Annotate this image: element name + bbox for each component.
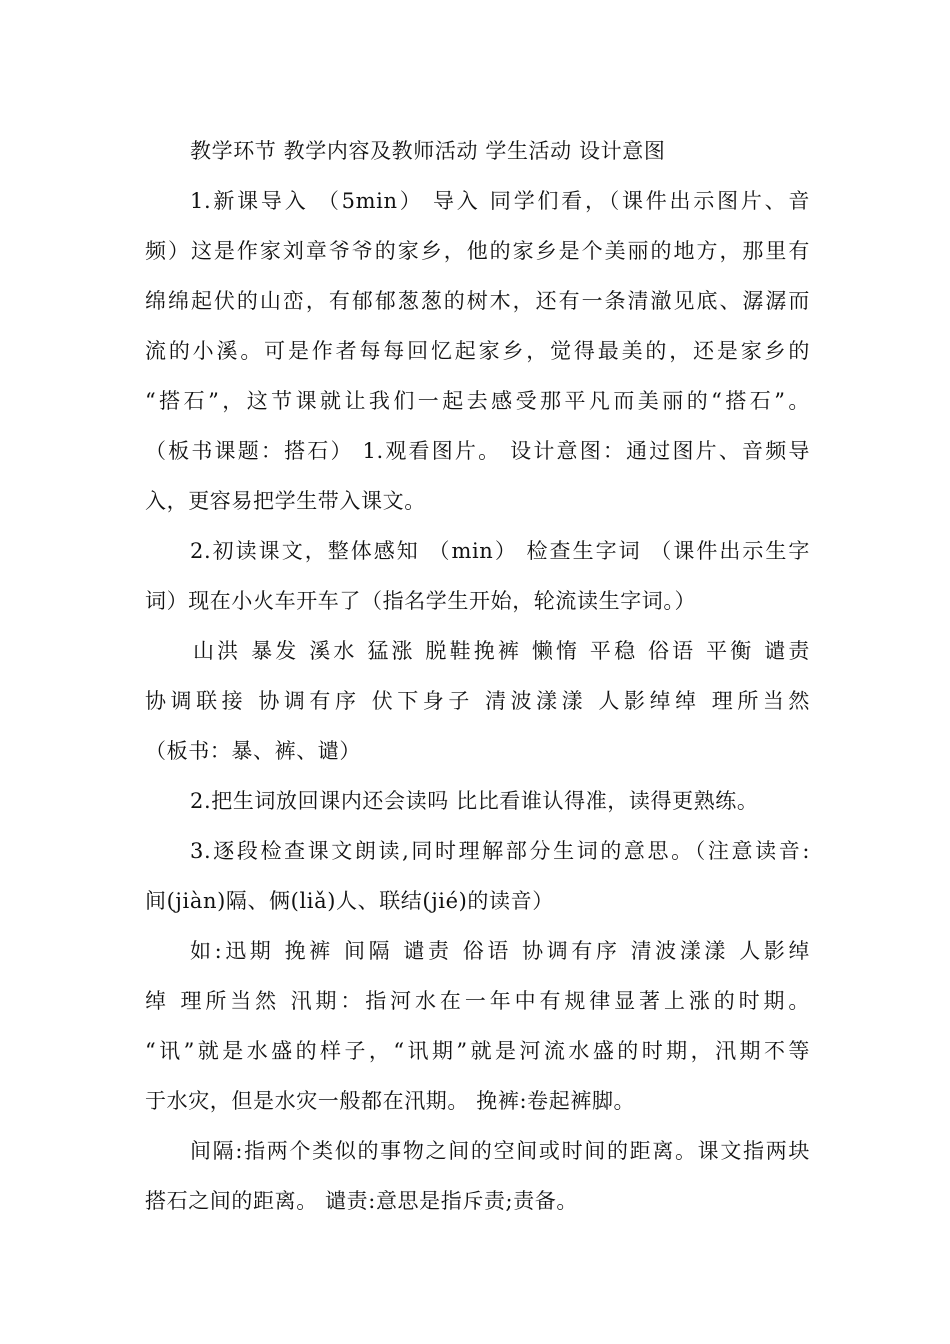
paragraph-line: 搭石之间的距离。 谴责:意思是指斥责;责备。 xyxy=(145,1189,579,1213)
paragraph-line: 流的小溪。可是作者每每回忆起家乡，觉得最美的，还是家乡的 xyxy=(145,339,810,363)
paragraph-line: 绰 理所当然 汛期：指河水在一年中有规律显著上涨的时期。 xyxy=(145,989,810,1013)
paragraph-line: 2.把生词放回课内还会读吗 比比看谁认得准，读得更熟练。 xyxy=(190,789,759,813)
paragraph-line: 3.逐段检查课文朗读,同时理解部分生词的意思。（注意读音: xyxy=(190,839,810,863)
paragraph-line: 如:迅期 挽裤 间隔 谴责 俗语 协调有序 清波漾漾 人影绰 xyxy=(190,939,810,963)
paragraph-line: 绵绵起伏的山峦，有郁郁葱葱的树木，还有一条清澈见底、潺潺而 xyxy=(145,289,810,313)
paragraph-line: 频）这是作家刘章爷爷的家乡，他的家乡是个美丽的地方，那里有 xyxy=(145,239,810,263)
paragraph-line: （板书课题：搭石） 1.观看图片。 设计意图：通过图片、音频导 xyxy=(145,439,810,463)
table-header-line: 教学环节 教学内容及教师活动 学生活动 设计意图 xyxy=(190,139,666,163)
paragraph-line: “搭石”，这节课就让我们一起去感受那平凡而美丽的“搭石”。 xyxy=(145,389,810,413)
paragraph-line: “讯”就是水盛的样子，“讯期”就是河流水盛的时期，汛期不等 xyxy=(145,1039,810,1063)
paragraph-line: 间隔:指两个类似的事物之间的空间或时间的距离。课文指两块 xyxy=(190,1139,810,1163)
vocabulary-line: 山洪 暴发 溪水 猛涨 脱鞋挽裤 懒惰 平稳 俗语 平衡 谴责 xyxy=(193,639,810,663)
paragraph-line: 于水灾，但是水灾一般都在汛期。 挽裤:卷起裤脚。 xyxy=(145,1089,636,1113)
paragraph-line: （板书：暴、裤、谴） xyxy=(145,739,361,763)
paragraph-line: 词）现在小火车开车了（指名学生开始，轮流读生字词。） xyxy=(145,589,697,613)
paragraph-line: 入，更容易把学生带入课文。 xyxy=(145,489,426,513)
paragraph-line: 间(jiàn)隔、俩(liǎ)人、联结(jié)的读音） xyxy=(145,889,554,913)
vocabulary-line: 协调联接 协调有序 伏下身子 清波漾漾 人影绰绰 理所当然 xyxy=(145,689,810,713)
paragraph-line: 2.初读课文，整体感知 （min） 检查生字词 （课件出示生字 xyxy=(190,539,810,563)
paragraph-line: 1.新课导入 （5min） 导入 同学们看，（课件出示图片、音 xyxy=(190,189,810,213)
